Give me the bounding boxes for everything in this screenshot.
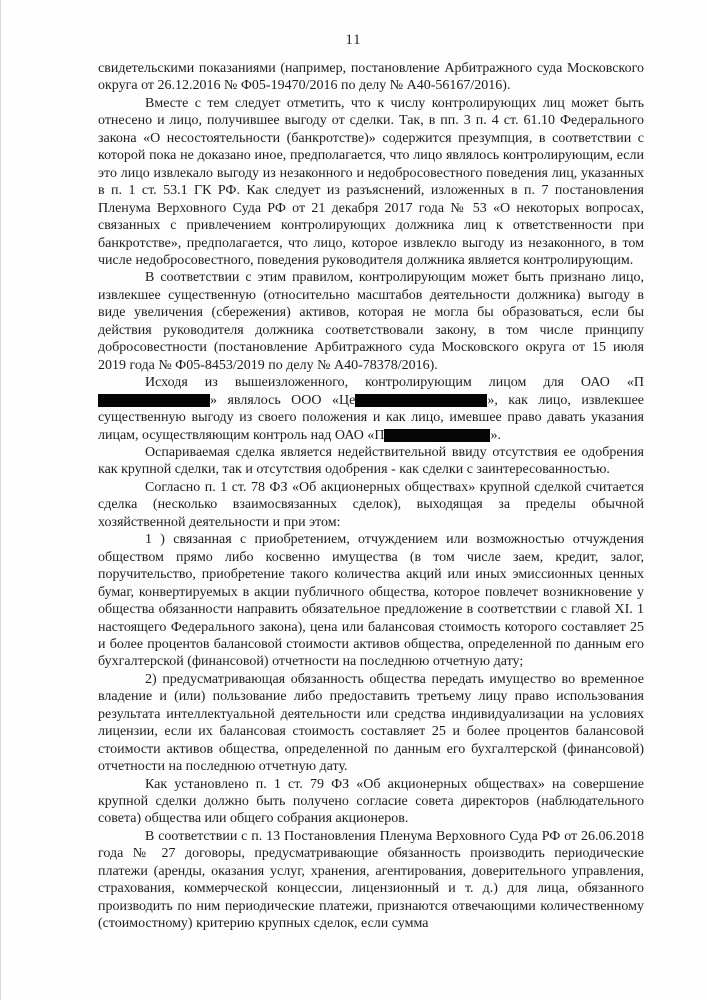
text-run: » являлось ООО «Це bbox=[210, 392, 356, 408]
text-run: Вместе с тем следует отметить, что к числу контролирующих лиц может быть отнесено и лицо, получившее выгоду от сделки. Так, в пп. 3 п. 4 ст. 61.10 Федерального закона «О несостоятельности (банкротстве)» содержится презумпция, в соответствии с которой пока не доказано иное, предполагается, что лицо являлось контролирующим, если это лицо извлекало выгоду из незаконного и недобросовестного поведения лиц, указанных в п. 1 ст. 53.1 ГК РФ. Как следует из разъяснений, изложенных в п. 7 постановления Пленума Верховного Суда РФ от 21 декабря 2017 года № 53 «О некоторых вопросах, связанных с привлечением контролирующих должника лиц к ответственности при банкротстве», предполагается, что лицо, которое извлекло выгоду из незаконного, в том числе недобросовестного, поведения руководителя должника является контролирующим. bbox=[98, 95, 644, 268]
text-run: ». bbox=[490, 427, 501, 443]
paragraph bbox=[98, 374, 644, 444]
paragraph bbox=[98, 776, 644, 828]
paragraph bbox=[98, 269, 644, 374]
redaction-box bbox=[355, 394, 487, 407]
redaction-box bbox=[98, 394, 210, 407]
text-run: 2) предусматривающая обязанность общества передать имущество во временное владение и (или) пользование либо предоставить третьему лицу право использования результата интеллектуальной деятельности или средства индивидуализации на условиях лицензии, если их балансовая стоимость составляет 25 и более процентов балансовой стоимости активов общества, определенной по данным его бухгалтерской (финансовой) отчетности на последнюю отчетную дату. bbox=[98, 671, 644, 775]
text-run: Оспариваемая сделка является недействительной ввиду отсутствия ее одобрения как крупной сделки, так и отсутствия одобрения - как сделки с заинтересованностью. bbox=[98, 444, 644, 478]
paragraph bbox=[98, 828, 644, 933]
text-run: В соответствии с п. 13 Постановления Пленума Верховного Суда РФ от 26.06.2018 года № 27 договоры, предусматривающие обязанность производить периодические платежи (аренды, оказания услуг, хранения, агентирования, доверительного управления, страхования, коммерческой концессии, лицензионный и т. д.) для лица, обязанного производить по ним периодические платежи, признаются отвечающими количественному (стоимостному) критерию крупных сделок, если сумма bbox=[98, 828, 644, 932]
text-run: 1 ) связанная с приобретением, отчуждением или возможностью отчуждения обществом прямо либо косвенно имущества (в том числе заем, кредит, залог, поручительство, приобретение такого количества акций или иных эмиссионных ценных бумаг, конвертируемых в акции публичного общества, которое повлечет возникновение у общества обязанности направить обязательное предложение в соответствии с главой XI. 1 настоящего Федерального закона), цена или балансовая стоимость которого составляет 25 и более процентов балансовой стоимости активов общества, определенной по данным его бухгалтерской (финансовой) отчетности на последнюю отчетную дату; bbox=[98, 532, 644, 670]
redaction-box bbox=[384, 429, 490, 442]
text-run: В соответствии с этим правилом, контролирующим может быть признано лицо, извлекшее существенную (относительно масштабов деятельности должника) выгоду в виде увеличения (сбережения) активов, которая не могла бы образоваться, если бы действия руководителя должника соответствовали закону, в том числе принципу добросовестности (постановление Арбитражного суда Московского округа от 15 июля 2019 года № Ф05-8453/2019 по делу № А40-78378/2016). bbox=[98, 270, 644, 373]
paragraph bbox=[98, 671, 644, 776]
text-run: », как лицо, извлекшее существенную выгоду из своего положения и как лицо, имевшее право давать указания лицам, осуществляющим контроль над ОАО «П bbox=[98, 392, 645, 443]
text-run: свидетельскими показаниями (например, постановление Арбитражного суда Московского округа от 26.12.2016 № Ф05-19470/2016 по делу № А40-56167/2016). bbox=[98, 61, 644, 94]
text-run: Согласно п. 1 ст. 78 ФЗ «Об акционерных обществах» крупной сделкой считается сделка (несколько взаимосвязанных сделок), выходящая за пределы обычной хозяйственной деятельности и при этом: bbox=[98, 479, 644, 530]
paragraph bbox=[98, 95, 644, 270]
text-run: Исходя из вышеизложенного, контролирующим лицом для ОАО «П bbox=[145, 375, 644, 391]
document-body bbox=[98, 60, 644, 933]
paragraph bbox=[98, 60, 644, 95]
text-run: Как установлено п. 1 ст. 79 ФЗ «Об акционерных обществах» на совершение крупной сделки должно быть получено согласие совета директоров (наблюдательного совета) общества или общего собрания акционеров. bbox=[98, 776, 644, 827]
paragraph bbox=[98, 444, 644, 479]
paragraph bbox=[98, 479, 644, 531]
paragraph bbox=[98, 531, 644, 671]
page-number: 11 bbox=[345, 32, 362, 48]
